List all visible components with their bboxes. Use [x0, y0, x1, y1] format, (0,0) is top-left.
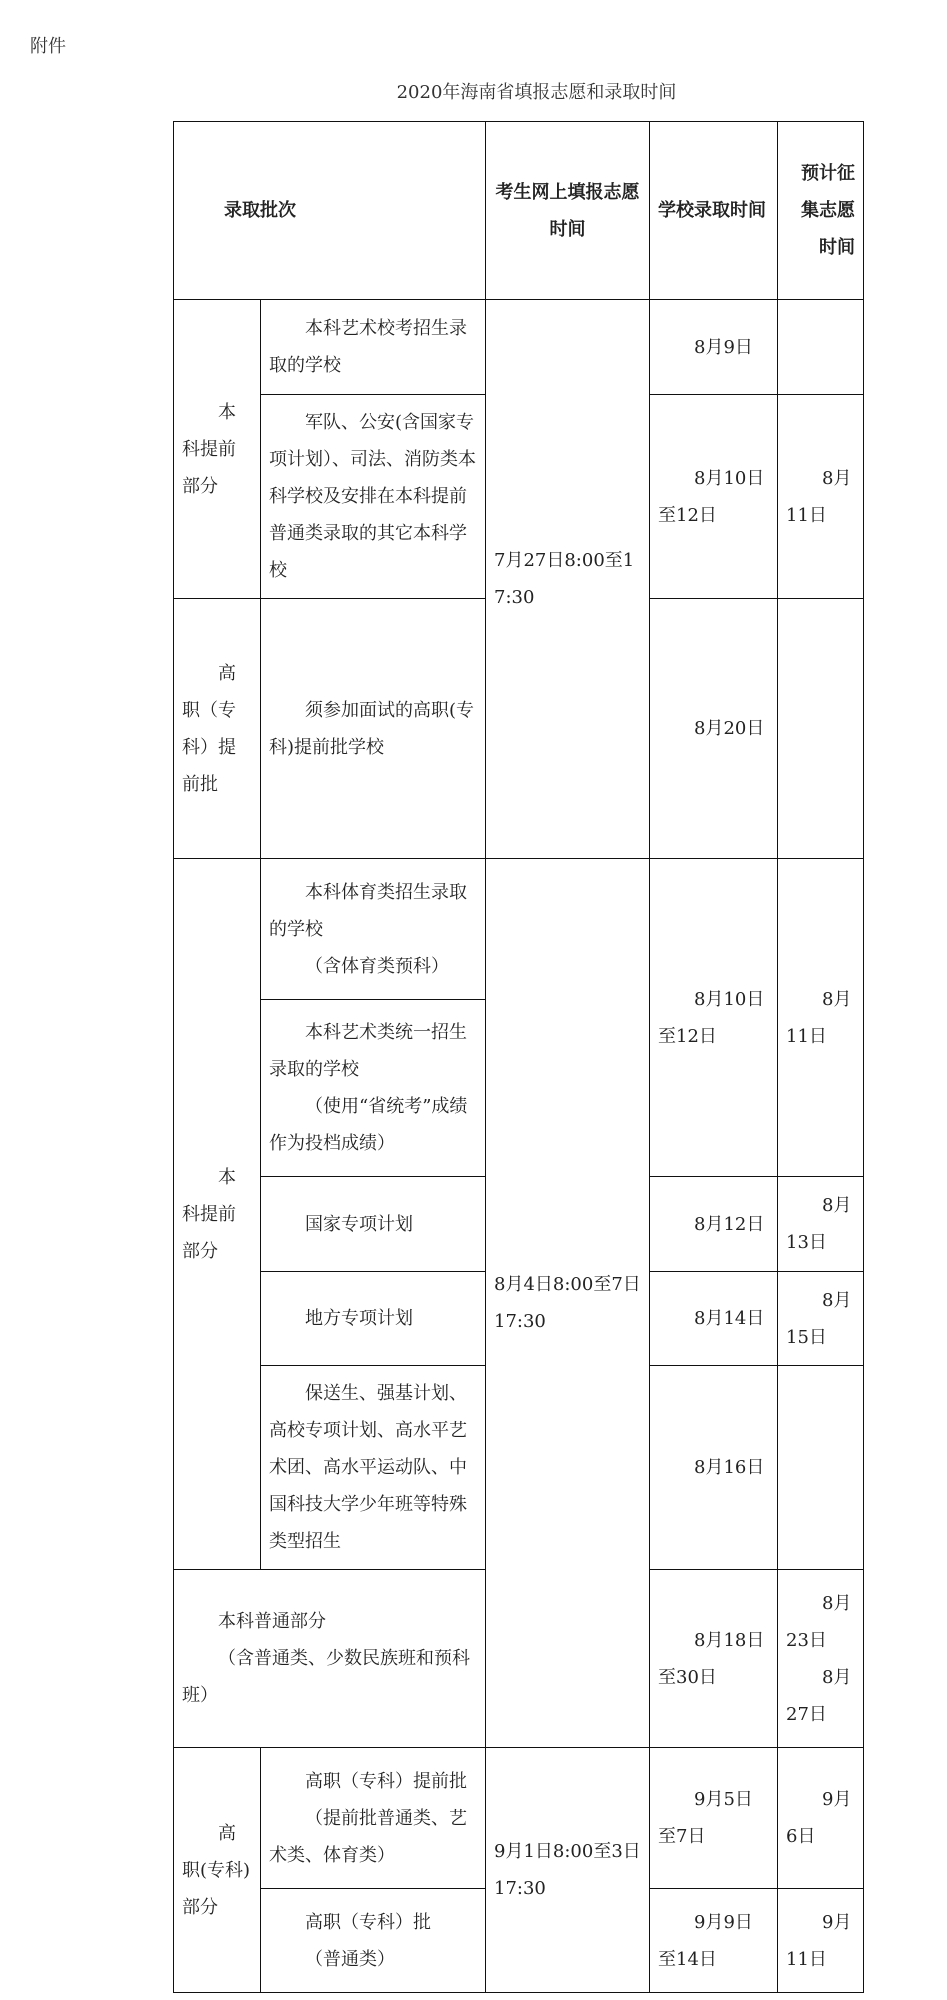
batch-note: （普通类） [305, 1948, 395, 1970]
admit-cell: 8月18日至30日 [650, 1570, 778, 1748]
solicit-cell: 8月11日 [778, 859, 864, 1177]
solicit-cell [778, 599, 864, 859]
group-label-gz: 高职(专科)部分 [174, 1748, 261, 1993]
group-label-text: 本科普通部分 [218, 1611, 326, 1632]
header-online-time: 考生网上填报志愿时间 [486, 122, 650, 300]
batch-cell [261, 1748, 486, 1889]
batch-text: 本科艺术类统一招生录取的学校 [269, 1022, 467, 1080]
online-period-1: 7月27日8:00至17:30 [486, 300, 650, 859]
solicit-cell [778, 300, 864, 395]
admit-cell: 9月5日至7日 [650, 1748, 778, 1889]
batch-text: 本科体育类招生录取的学校 [269, 881, 467, 940]
group-label-bk-normal [174, 1570, 486, 1748]
group-label-gz-early: 高职（专科）提前批 [174, 599, 261, 859]
document-title: 2020年海南省填报志愿和录取时间 [396, 82, 677, 103]
schedule-table [173, 121, 864, 1993]
batch-cell: 军队、公安(含国家专项计划）、司法、消防类本科学校及安排在本科提前普通类录取的其它本科学校 [261, 395, 486, 599]
solicit-cell: 8月11日 [778, 395, 864, 599]
admit-cell: 8月20日 [650, 599, 778, 859]
admit-cell: 9月9日至14日 [650, 1889, 778, 1993]
batch-cell: 本科艺术校考招生录取的学校 [261, 300, 486, 395]
online-period-2: 8月4日8:00至7日17:30 [486, 859, 650, 1748]
header-batch: 录取批次 [174, 122, 486, 300]
attachment-label: 附件 [30, 36, 66, 57]
solicit-cell: 9月11日 [778, 1889, 864, 1993]
batch-cell [261, 1000, 486, 1177]
solicit-cell: 8月15日 [778, 1272, 864, 1366]
admit-cell: 8月14日 [650, 1272, 778, 1366]
admit-cell: 8月10日至12日 [650, 395, 778, 599]
solicit-cell: 9月6日 [778, 1748, 864, 1889]
batch-note: （提前批普通类、艺术类、体育类） [269, 1807, 467, 1866]
batch-text: 高职（专科）提前批 [305, 1770, 467, 1792]
group-label-note: （含普通类、少数民族班和预科班） [182, 1648, 470, 1706]
solicit-cell: 8月13日 [778, 1177, 864, 1272]
batch-note: （使用“省统考”成绩作为投档成绩） [269, 1096, 468, 1154]
solicit-text-2: 8月27日 [786, 1666, 852, 1725]
batch-cell: 保送生、强基计划、高校专项计划、高水平艺术团、高水平运动队、中国科技大学少年班等特殊类型招生 [261, 1366, 486, 1570]
header-solicit-time: 预计征集志愿时间 [778, 122, 864, 300]
table-row [174, 1748, 864, 1889]
header-row [174, 122, 864, 300]
online-period-3: 9月1日8:00至3日17:30 [486, 1748, 650, 1993]
solicit-text-1: 8月23日 [786, 1592, 852, 1651]
admit-cell: 8月16日 [650, 1366, 778, 1570]
table-row [174, 300, 864, 395]
group-label-bk-early-2: 本科提前部分 [174, 859, 261, 1570]
group-label-bk-early: 本科提前部分 [174, 300, 261, 599]
admit-cell: 8月12日 [650, 1177, 778, 1272]
admit-cell: 8月10日至12日 [650, 859, 778, 1177]
header-admission-time: 学校录取时间 [650, 122, 778, 300]
batch-cell: 地方专项计划 [261, 1272, 486, 1366]
batch-cell [261, 1889, 486, 1993]
batch-note: （含体育类预科） [305, 955, 449, 977]
batch-text: 高职（专科）批 [305, 1911, 431, 1933]
table-row [174, 859, 864, 1000]
batch-cell [261, 859, 486, 1000]
solicit-cell [778, 1366, 864, 1570]
admit-cell: 8月9日 [650, 300, 778, 395]
batch-cell: 须参加面试的高职(专科)提前批学校 [261, 599, 486, 859]
batch-cell: 国家专项计划 [261, 1177, 486, 1272]
solicit-cell [778, 1570, 864, 1748]
